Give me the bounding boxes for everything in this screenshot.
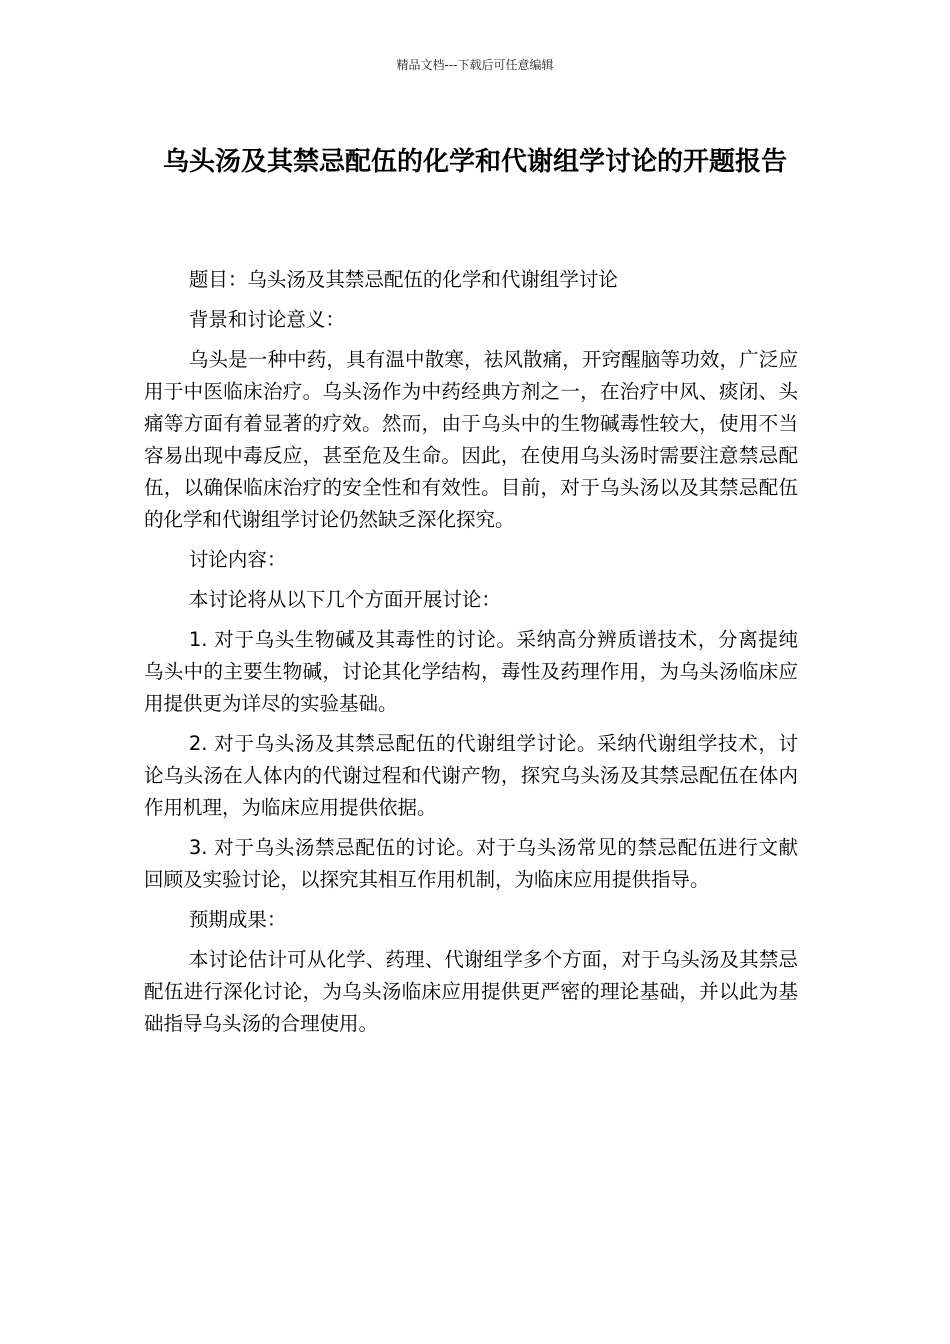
paragraph-content-heading: 讨论内容： bbox=[188, 548, 287, 571]
paragraph-outcome-heading: 预期成果： bbox=[188, 908, 287, 931]
page-header: 精品文档---下载后可任意编辑 bbox=[396, 58, 554, 72]
paragraph-topic: 题目：乌头汤及其禁忌配伍的化学和代谢组学讨论 bbox=[188, 268, 618, 291]
paragraph-item-3: 3. 对于乌头汤禁忌配伍的讨论。对于乌头汤常见的禁忌配伍进行文献回顾及实验讨论，以探究其相互作用机制，为临床应用提供指导。 bbox=[144, 836, 798, 891]
paragraph-content-intro: 本讨论将从以下几个方面开展讨论： bbox=[188, 588, 501, 611]
document-body bbox=[144, 264, 798, 1048]
paragraph-item-1: 1. 对于乌头生物碱及其毒性的讨论。采纳高分辨质谱技术，分离提纯乌头中的主要生物碱，讨论其化学结构，毒性及药理作用，为乌头汤临床应用提供更为详尽的实验基础。 bbox=[144, 628, 798, 715]
document-title: 乌头汤及其禁忌配伍的化学和代谢组学讨论的开题报告 bbox=[162, 147, 787, 177]
paragraph-background-heading: 背景和讨论意义： bbox=[188, 308, 345, 331]
paragraph-background: 乌头是一种中药，具有温中散寒，祛风散痛，开窍醒脑等功效，广泛应用于中医临床治疗。乌头汤作为中药经典方剂之一，在治疗中风、痰闭、头痛等方面有着显著的疗效。然而，由于乌头中的生物碱毒性较大，使用不当容易出现中毒反应，甚至危及生命。因此，在使用乌头汤时需要注意禁忌配伍，以确保临床治疗的安全性和有效性。目前，对于乌头汤以及其禁忌配伍的化学和代谢组学讨论仍然缺乏深化探究。 bbox=[144, 348, 798, 531]
paragraph-outcome: 本讨论估计可从化学、药理、代谢组学多个方面，对于乌头汤及其禁忌配伍进行深化讨论，为乌头汤临床应用提供更严密的理论基础，并以此为基础指导乌头汤的合理使用。 bbox=[144, 948, 798, 1035]
paragraph-item-2: 2. 对于乌头汤及其禁忌配伍的代谢组学讨论。采纳代谢组学技术，讨论乌头汤在人体内的代谢过程和代谢产物，探究乌头汤及其禁忌配伍在体内作用机理，为临床应用提供依据。 bbox=[144, 732, 798, 819]
